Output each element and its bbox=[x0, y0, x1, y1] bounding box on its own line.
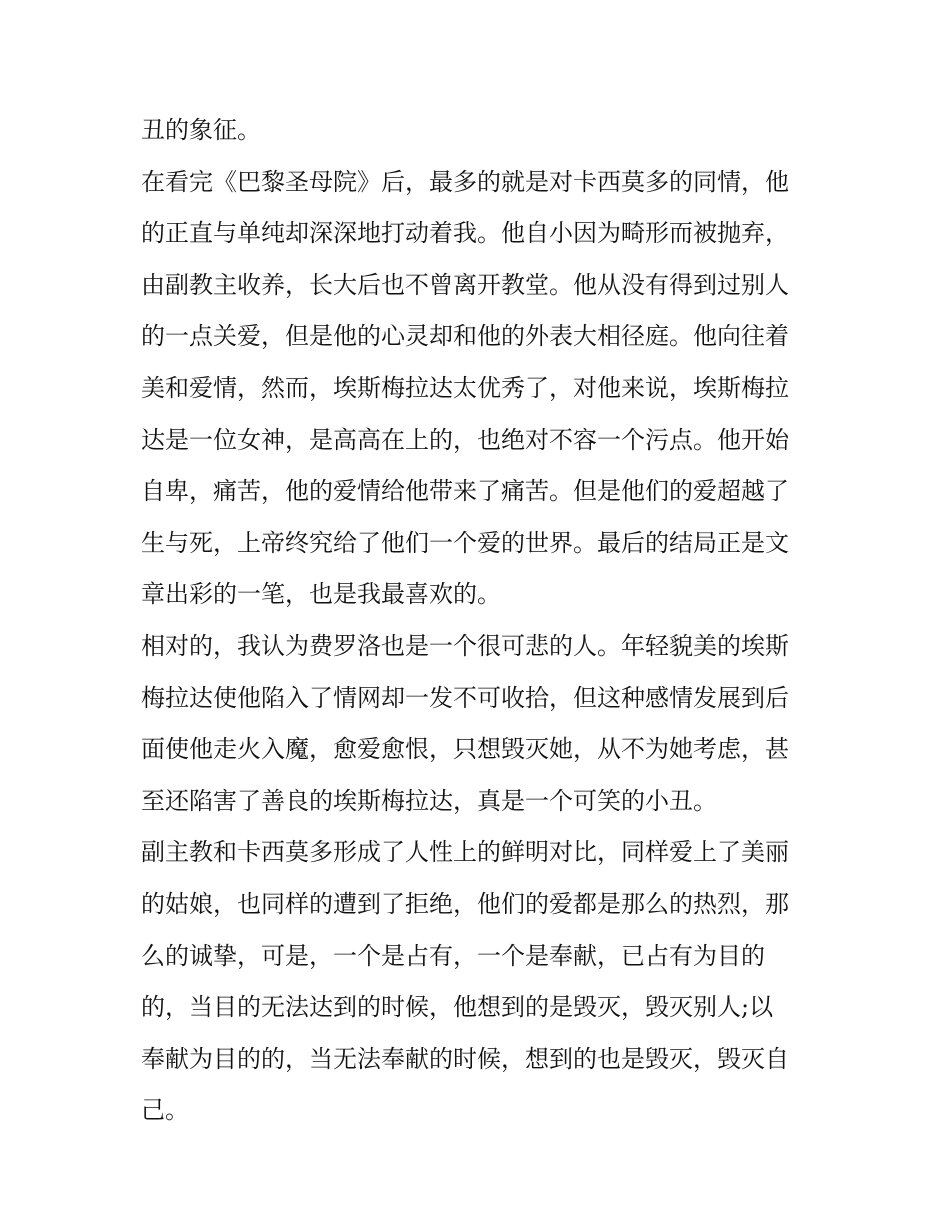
text-line: 梅拉达使他陷入了情网却一发不可收拾，但这种感情发展到后 bbox=[141, 683, 789, 712]
text-line: 在看完《巴黎圣母院》后，最多的就是对卡西莫多的同情，他 bbox=[141, 167, 789, 196]
text-line: 由副教主收养，长大后也不曾离开教堂。他从没有得到过别人 bbox=[141, 270, 789, 299]
text-line: 相对的，我认为费罗洛也是一个很可悲的人。年轻貌美的埃斯 bbox=[141, 631, 789, 660]
text-line: 的，当目的无法达到的时候，他想到的是毁灭，毁灭别人;以 bbox=[141, 993, 774, 1022]
text-line: 的一点关爱，但是他的心灵却和他的外表大相径庭。他向往着 bbox=[141, 322, 789, 351]
text-line: 达是一位女神，是高高在上的，也绝对不容一个污点。他开始 bbox=[141, 425, 789, 454]
text-line: 自卑，痛苦，他的爱情给他带来了痛苦。但是他们的爱超越了 bbox=[141, 477, 789, 506]
text-line: 美和爱情，然而，埃斯梅拉达太优秀了，对他来说，埃斯梅拉 bbox=[141, 373, 789, 402]
text-line: 面使他走火入魔，愈爱愈恨，只想毁灭她，从不为她考虑，甚 bbox=[141, 735, 789, 764]
text-line: 章出彩的一笔，也是我最喜欢的。 bbox=[141, 580, 501, 609]
text-line: 至还陷害了善良的埃斯梅拉达，真是一个可笑的小丑。 bbox=[141, 786, 717, 815]
text-line: 的正直与单纯却深深地打动着我。他自小因为畸形而被抛弃， bbox=[141, 219, 789, 248]
essay-text bbox=[141, 110, 821, 1142]
text-line: 奉献为目的的，当无法奉献的时候，想到的也是毁灭，毁灭自 bbox=[141, 1044, 789, 1073]
text-line: 生与死，上帝终究给了他们一个爱的世界。最后的结局正是文 bbox=[141, 528, 789, 557]
text-line: 副主教和卡西莫多形成了人性上的鲜明对比，同样爱上了美丽 bbox=[141, 838, 789, 867]
text-line: 己。 bbox=[141, 1096, 189, 1125]
text-line: 的姑娘，也同样的遭到了拒绝，他们的爱都是那么的热烈，那 bbox=[141, 889, 789, 918]
text-line: 么的诚挚，可是，一个是占有，一个是奉献，已占有为目的 bbox=[141, 941, 765, 970]
text-line: 丑的象征。 bbox=[141, 116, 261, 144]
